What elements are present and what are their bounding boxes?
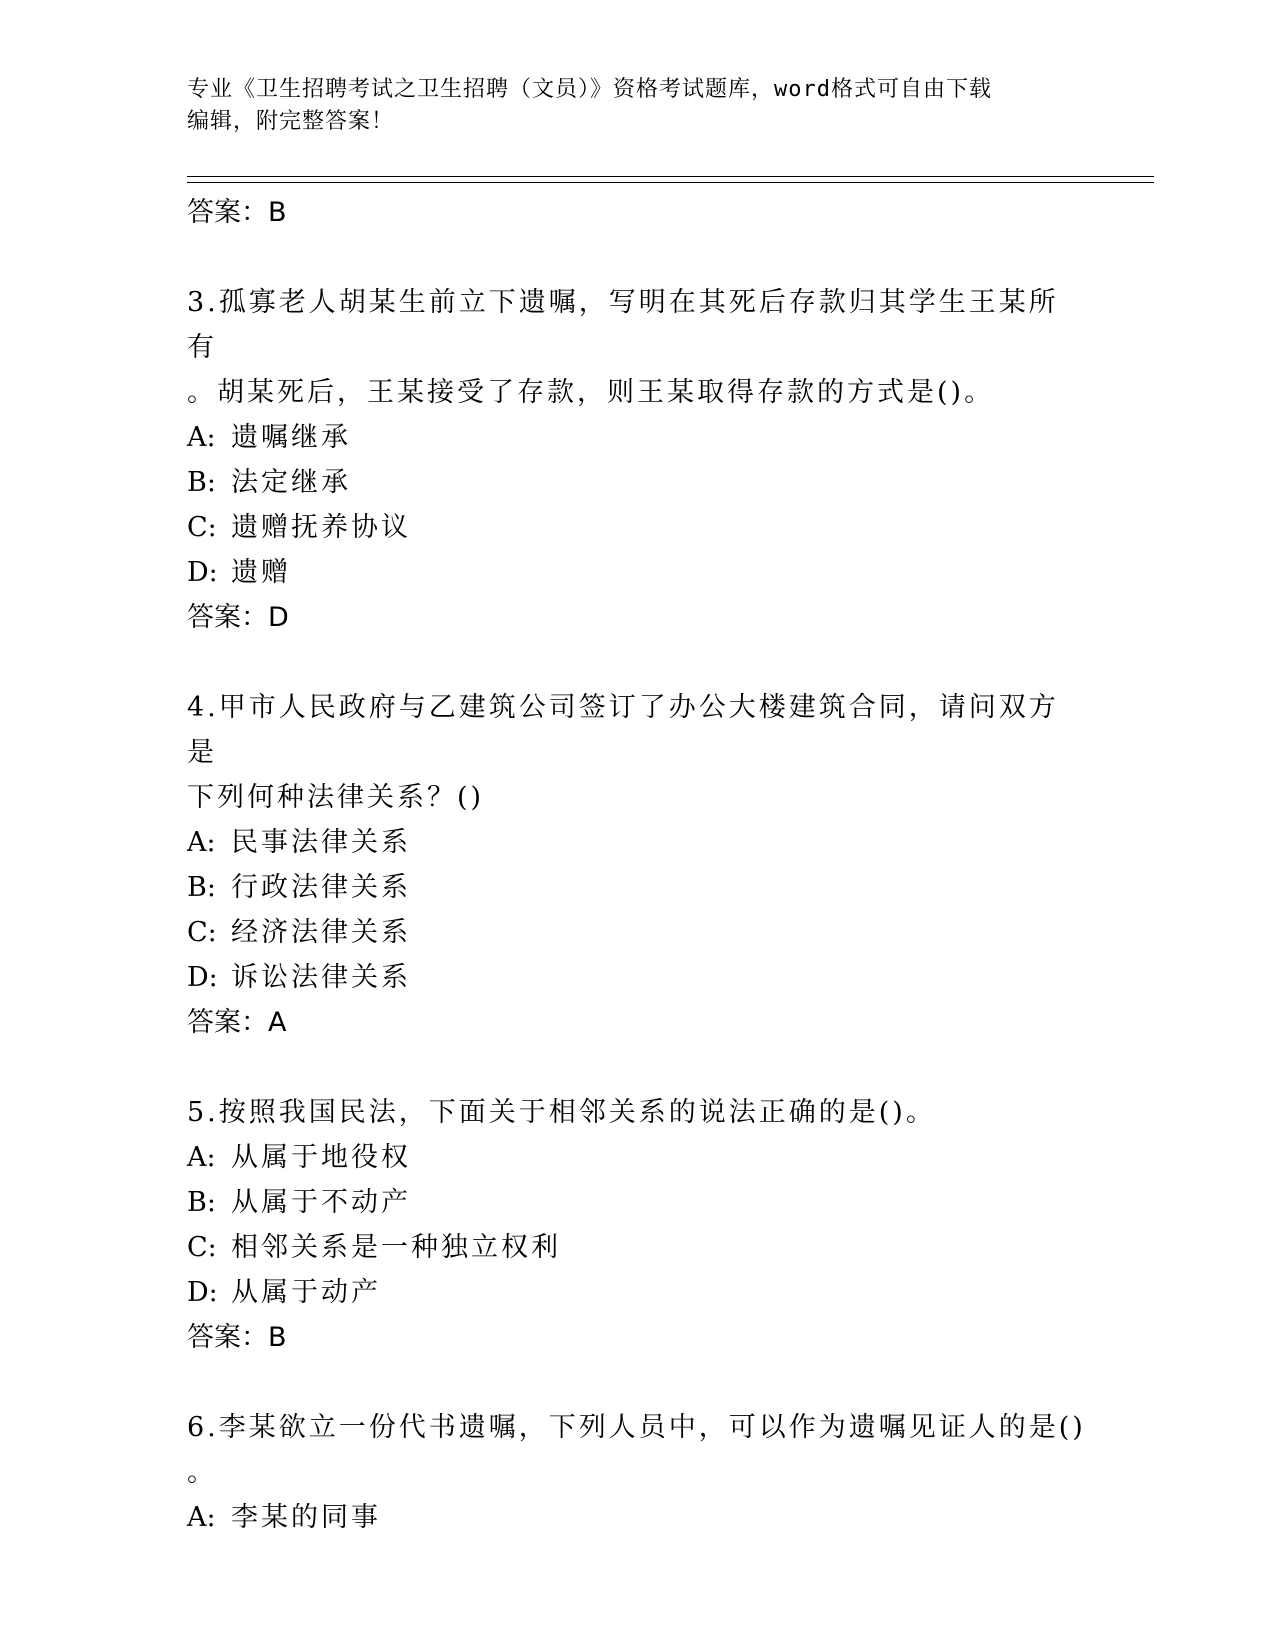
- option-text: 遗赠: [231, 557, 291, 588]
- question-4-option-a: [187, 820, 1087, 865]
- document-header: [187, 74, 1087, 138]
- option-letter: C:: [187, 512, 217, 543]
- question-5-option-b: [187, 1180, 1087, 1225]
- answer-q3: 答案：D: [187, 602, 289, 633]
- question-5-option-d: [187, 1270, 1087, 1315]
- option-letter: D:: [187, 557, 218, 588]
- question-5-option-a: [187, 1135, 1087, 1180]
- option-letter: A:: [187, 1142, 216, 1173]
- question-4-line-2: 下列何种法律关系？(): [187, 782, 485, 813]
- question-list: [187, 190, 1087, 1540]
- question-6-line-1: 6.李某欲立一份代书遗嘱，下列人员中，可以作为遗嘱见证人的是(): [187, 1412, 1086, 1443]
- option-letter: B:: [187, 467, 216, 498]
- option-letter: D:: [187, 962, 218, 993]
- question-5-option-c: [187, 1225, 1087, 1270]
- question-3-line-1: 3.孤寡老人胡某生前立下遗嘱，写明在其死后存款归其学生王某所有: [187, 287, 1059, 363]
- question-3-option-b: [187, 460, 1087, 505]
- question-4-option-c: [187, 910, 1087, 955]
- option-text: 遗赠抚养协议: [231, 512, 411, 543]
- answer-q4: 答案：A: [187, 1007, 287, 1038]
- question-3-option-c: [187, 505, 1087, 550]
- question-4-line-1: 4.甲市人民政府与乙建筑公司签订了办公大楼建筑合同，请问双方是: [187, 692, 1059, 768]
- answer-q2: 答案：B: [187, 197, 287, 228]
- option-text: 从属于动产: [231, 1277, 381, 1308]
- option-letter: B:: [187, 1187, 216, 1218]
- answer-q5: 答案：B: [187, 1322, 287, 1353]
- option-letter: A:: [187, 422, 216, 453]
- option-letter: C:: [187, 1232, 217, 1263]
- header-line-2: 编辑，附完整答案！: [187, 109, 395, 134]
- option-letter: A:: [187, 827, 216, 858]
- option-letter: D:: [187, 1277, 218, 1308]
- option-text: 相邻关系是一种独立权利: [231, 1232, 561, 1263]
- option-text: 民事法律关系: [231, 827, 411, 858]
- option-text: 李某的同事: [231, 1502, 381, 1533]
- option-text: 从属于不动产: [231, 1187, 411, 1218]
- option-letter: A:: [187, 1502, 216, 1533]
- header-line-1: 专业《卫生招聘考试之卫生招聘（文员）》资格考试题库，word格式可自由下载: [187, 77, 992, 102]
- option-text: 行政法律关系: [231, 872, 411, 903]
- question-5-line-1: 5.按照我国民法，下面关于相邻关系的说法正确的是()。: [187, 1097, 936, 1128]
- question-3-option-d: [187, 550, 1087, 595]
- question-6-line-2: 。: [187, 1457, 217, 1488]
- option-text: 法定继承: [231, 467, 351, 498]
- option-letter: B:: [187, 872, 216, 903]
- question-5: [187, 1090, 1087, 1135]
- question-3-line-2: 。胡某死后，王某接受了存款，则王某取得存款的方式是()。: [187, 377, 995, 408]
- question-6-option-a: [187, 1495, 1087, 1540]
- question-3: [187, 280, 1087, 415]
- header-divider-bottom: [187, 182, 1154, 183]
- option-letter: C:: [187, 917, 217, 948]
- question-3-option-a: [187, 415, 1087, 460]
- question-4-option-d: [187, 955, 1087, 1000]
- option-text: 经济法律关系: [231, 917, 411, 948]
- header-divider-top: [187, 176, 1154, 177]
- question-6: [187, 1405, 1087, 1495]
- option-text: 从属于地役权: [231, 1142, 411, 1173]
- option-text: 遗嘱继承: [231, 422, 351, 453]
- question-4: [187, 685, 1087, 820]
- option-text: 诉讼法律关系: [231, 962, 411, 993]
- question-4-option-b: [187, 865, 1087, 910]
